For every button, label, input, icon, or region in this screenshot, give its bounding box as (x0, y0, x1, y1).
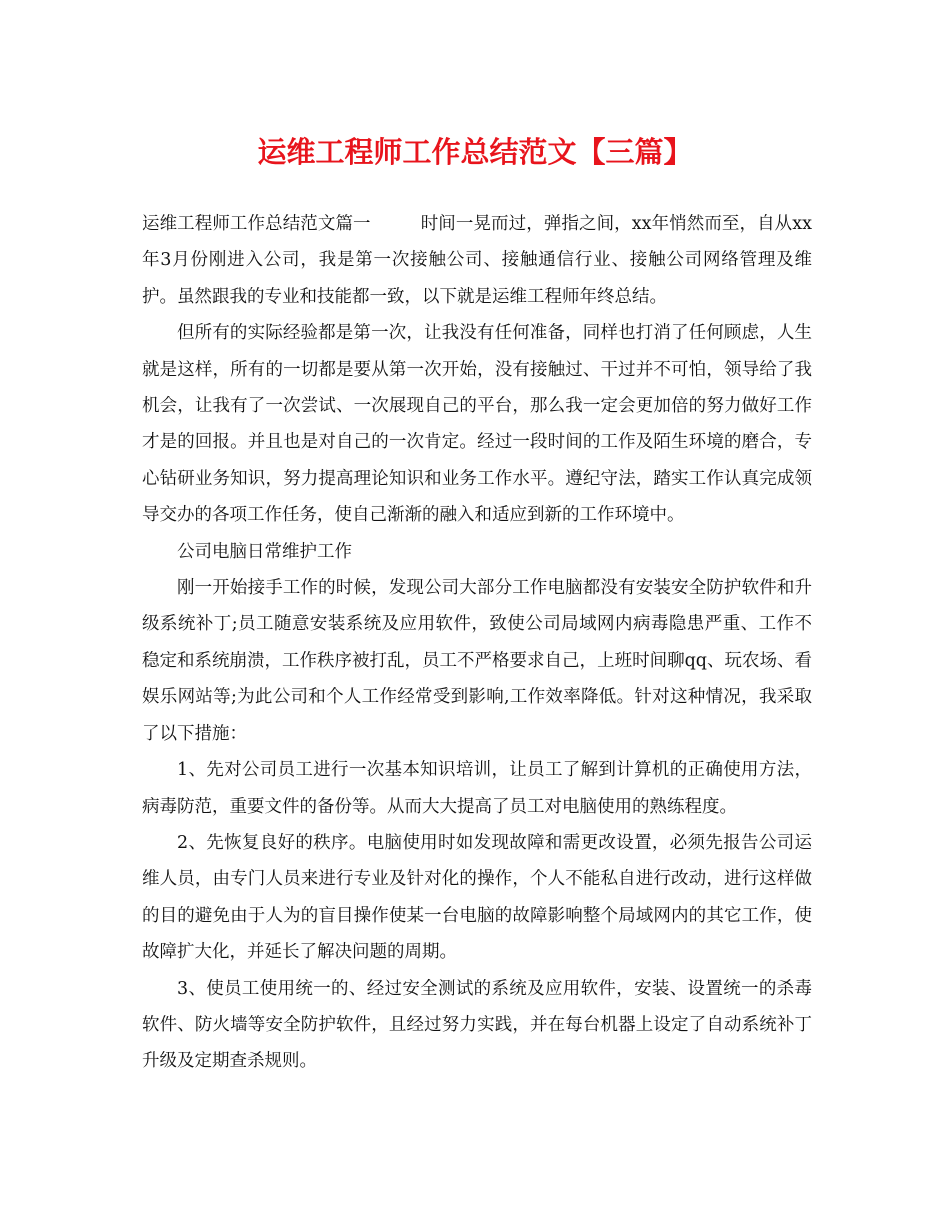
list-item-1: 1、先对公司员工进行一次基本知识培训，让员工了解到计算机的正确使用方法，病毒防范，重要文件的备份等。从而大大提高了员工对电脑使用的熟练程度。 (142, 760, 812, 817)
document-title: 运维工程师工作总结范文【三篇】 (257, 135, 693, 169)
paragraph-4: 刚一开始接手工作的时候，发现公司大部分工作电脑都没有安装安全防护软件和升级系统补丁;员工随意安装系统及应用软件，致使公司局域网内病毒隐患严重、工作不稳定和系统崩溃，工作秩序被打乱，员工不严格要求自己，上班时间聊qq、玩农场、看娱乐网站等;为此公司和个人工作经常受到影响,工作效率降低。针对这种情况，我采取了以下措施： (142, 578, 812, 744)
paragraph-intro (142, 206, 812, 315)
intro-label: 运维工程师工作总结范文篇一 (142, 214, 371, 234)
document-body (142, 206, 812, 1080)
paragraph-2: 但所有的实际经验都是第一次，让我没有任何准备，同样也打消了任何顾虑，人生就是这样，所有的一切都是要从第一次开始，没有接触过、干过并不可怕，领导给了我机会，让我有了一次尝试、一次展现自己的平台，那么我一定会更加倍的努力做好工作才是的回报。并且也是对自己的一次肯定。经过一段时间的工作及陌生环境的磨合，专心钻研业务知识，努力提高理论知识和业务工作水平。遵纪守法，踏实工作认真完成领导交办的各项工作任务，使自己渐渐的融入和适应到新的工作环境中。 (142, 323, 812, 526)
list-item-2: 2、先恢复良好的秩序。电脑使用时如发现故障和需更改设置，必须先报告公司运维人员，由专门人员来进行专业及针对化的操作，个人不能私自进行改动，进行这样做的目的避免由于人为的盲目操作使某一台电脑的故障影响整个局域网内的其它工作，使故障扩大化，并延长了解决问题的周期。 (142, 832, 812, 963)
paragraph-1-text: 时间一晃而过，弹指之间，xx年悄然而至，自从xx年3月份刚进入公司，我是第一次接触公司、接触通信行业、接触公司网络管理及维护。虽然跟我的专业和技能都一致，以下就是运维工程师年终总结。 (142, 214, 812, 307)
section-heading-maintenance: 公司电脑日常维护工作 (177, 541, 352, 562)
list-item-3: 3、使员工使用统一的、经过安全测试的系统及应用软件，安装、设置统一的杀毒软件、防火墙等安全防护软件，且经过努力实践，并在每台机器上设定了自动系统补丁升级及定期查杀规则。 (142, 978, 812, 1072)
